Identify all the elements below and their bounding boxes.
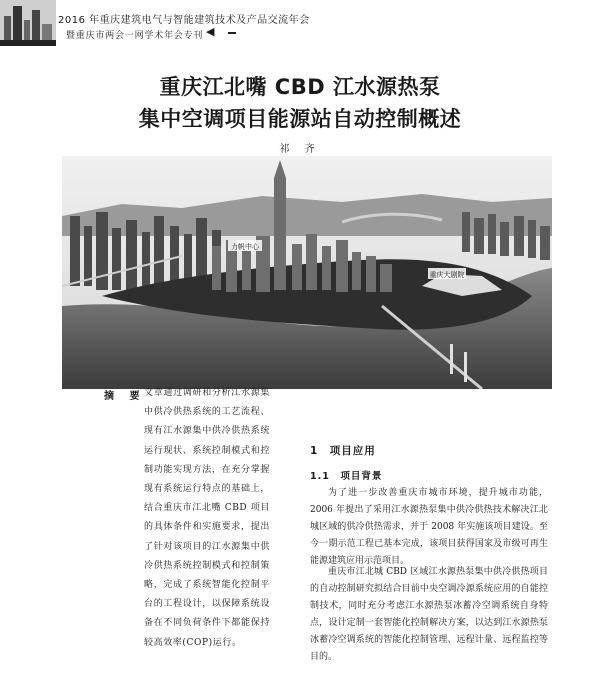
header-divider — [228, 32, 236, 34]
left-arrow-icon: ◀ — [206, 25, 215, 38]
special-issue-title: 暨重庆市两会一网学术年会专刊 — [66, 31, 204, 41]
photo-label-lifan-center: 力帆中心 — [231, 243, 259, 251]
author-name: 祁 齐 — [279, 144, 321, 155]
photo-label-grand-theatre: 重庆大剧院 — [429, 271, 465, 279]
subsection-heading: 1.1 项目背景 — [310, 471, 383, 482]
journal-header — [0, 0, 600, 46]
city-aerial-photo — [62, 156, 552, 389]
body-paragraph-2: 重庆市江北城 CBD 区域江水源热泵集中供冷供热项目的自动控制研究拟结合目前中央空调冷源系统应用的自能控制技术，同时充分考虑江水源热泵冰蓄冷空调系统自身特点，设计定制一套智能化控制解决方案，以达到江水源热泵冰蓄冷空调系统的智能化控制管理、远程计量、远程监控等目的。 — [310, 567, 548, 662]
abstract-text: 文章通过调研和分析江水源集中供冷供热系统的工艺流程、现有江水源集中供冷供热系统运行现状、系统控制模式和控制功能实现方法，在充分掌握现有系统运行特点的基础上，结合重庆市江北嘴 CBD 项目的具体条件和实施要求，提出了针对该项目的江水源集中供冷供热系统控制模式和控制策略，完成了系统智能化控制平台的工程设计，以保障系统设备在不同负荷条件下都能保持较高效率(COP)运行。 — [144, 388, 270, 648]
conference-title: 2016 年重庆建筑电气与智能建筑技术及产品交流年会 — [58, 15, 310, 26]
body-paragraph-1: 为了进一步改善重庆市城市环境，提升城市功能，2006 年提出了采用江水源热泵集中供冷供热技术解决江北城区域的供冷供热需求，并于 2008 年实施该项目建设。至今一期示范工程已基本完成，该项目获得国家及市级可再生能源建筑应用示范项目。 — [310, 488, 548, 566]
city-skyline-logo — [0, 0, 56, 46]
section-heading: 1 项目应用 — [310, 445, 376, 457]
abstract-label: 摘 要 — [104, 391, 146, 402]
article-title-line-1: 重庆江北嘴 CBD 江水源热泵 — [159, 75, 441, 99]
article-title-line-2: 集中空调项目能源站自动控制概述 — [138, 107, 462, 131]
